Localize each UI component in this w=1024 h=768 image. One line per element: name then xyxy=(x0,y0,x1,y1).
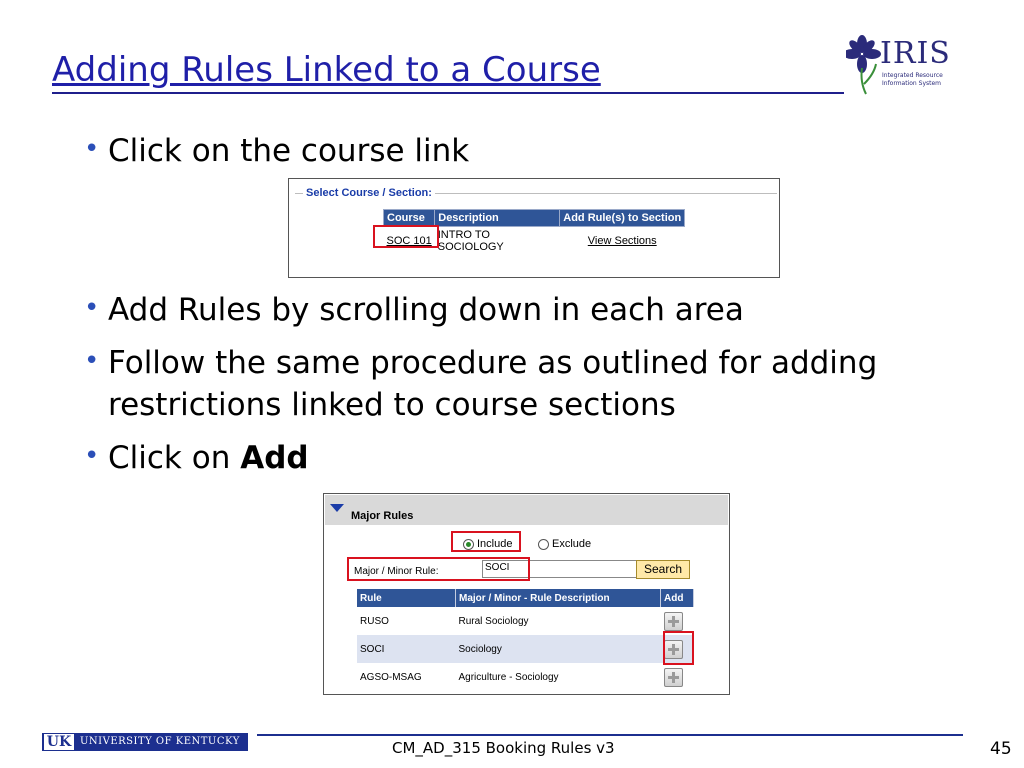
column-header: Rule xyxy=(357,589,456,607)
view-sections-link[interactable]: View Sections xyxy=(587,235,657,247)
fieldset-legend: Select Course / Section: xyxy=(303,187,435,199)
bullet-item xyxy=(84,343,878,384)
title-underline xyxy=(52,92,844,94)
major-minor-rule-input[interactable]: SOCI xyxy=(482,560,638,578)
bullet-icon: • xyxy=(84,441,100,471)
bullet-item xyxy=(84,438,309,479)
iris-subtitle-line1: Integrated Resource xyxy=(882,72,943,79)
table-row xyxy=(357,607,694,635)
course-link-text[interactable]: SOC 101 xyxy=(386,235,432,247)
bullet-text: Follow the same procedure as outlined for adding xyxy=(108,345,878,381)
rules-table xyxy=(357,589,694,691)
search-button[interactable]: Search xyxy=(636,560,690,579)
uk-mark: UK xyxy=(44,734,74,750)
table-header-row xyxy=(384,210,685,227)
course-select-screenshot xyxy=(288,178,780,278)
footer-rule xyxy=(257,734,963,736)
table-row xyxy=(357,635,694,663)
bullet-text: Click on xyxy=(108,440,241,476)
add-plus-icon[interactable] xyxy=(664,612,683,631)
rule-code: SOCI xyxy=(357,635,456,663)
university-name: UNIVERSITY OF KENTUCKY xyxy=(80,736,240,747)
bullet-text: Click on the course link xyxy=(108,133,470,169)
slide-title: Adding Rules Linked to a Course xyxy=(52,50,601,90)
column-header: Major / Minor - Rule Description xyxy=(456,589,661,607)
iris-logo-subtitle xyxy=(882,72,962,88)
table-header-row xyxy=(357,589,694,607)
bullet-bold-text: Add xyxy=(240,440,309,476)
column-header: Course xyxy=(384,210,435,227)
exclude-radio[interactable] xyxy=(538,539,549,550)
bullet-icon: • xyxy=(84,346,100,376)
major-rules-heading: Major Rules xyxy=(351,510,414,522)
bullet-icon: • xyxy=(84,134,100,164)
page-number: 45 xyxy=(990,739,1012,759)
rule-description: Sociology xyxy=(456,635,661,663)
bullet-text: Add Rules by scrolling down in each area xyxy=(108,292,744,328)
rule-field-highlight xyxy=(347,557,530,581)
rule-code: AGSO-MSAG xyxy=(360,671,422,683)
column-header: Add Rule(s) to Section xyxy=(560,210,685,227)
rule-description: Rural Sociology xyxy=(458,615,529,627)
add-plus-icon[interactable] xyxy=(664,668,683,687)
exclude-label[interactable]: Exclude xyxy=(552,538,592,550)
rule-description: Agriculture - Sociology xyxy=(458,671,559,683)
column-header: Add xyxy=(661,589,694,607)
add-button-highlight xyxy=(663,631,694,665)
iris-logo-text: IRIS xyxy=(880,36,951,71)
include-label[interactable]: Include xyxy=(477,538,513,550)
iris-subtitle-line2: Information System xyxy=(882,80,942,87)
major-minor-rule-label: Major / Minor Rule: xyxy=(354,566,439,577)
bullet-item xyxy=(84,131,470,172)
course-description: INTRO TO SOCIOLOGY xyxy=(437,229,504,253)
bullet-item xyxy=(84,290,744,331)
collapse-triangle-icon[interactable] xyxy=(330,504,344,512)
rule-code: RUSO xyxy=(360,615,389,627)
include-highlight xyxy=(451,531,521,552)
footer-doc-title: CM_AD_315 Booking Rules v3 xyxy=(392,739,615,757)
bullet-continuation: restrictions linked to course sections xyxy=(108,387,676,423)
column-header: Description xyxy=(435,210,560,227)
add-cell xyxy=(661,663,694,691)
view-sections-cell[interactable] xyxy=(560,227,685,256)
bullet-icon: • xyxy=(84,293,100,323)
course-link-highlight xyxy=(373,225,439,248)
table-row xyxy=(357,663,694,691)
